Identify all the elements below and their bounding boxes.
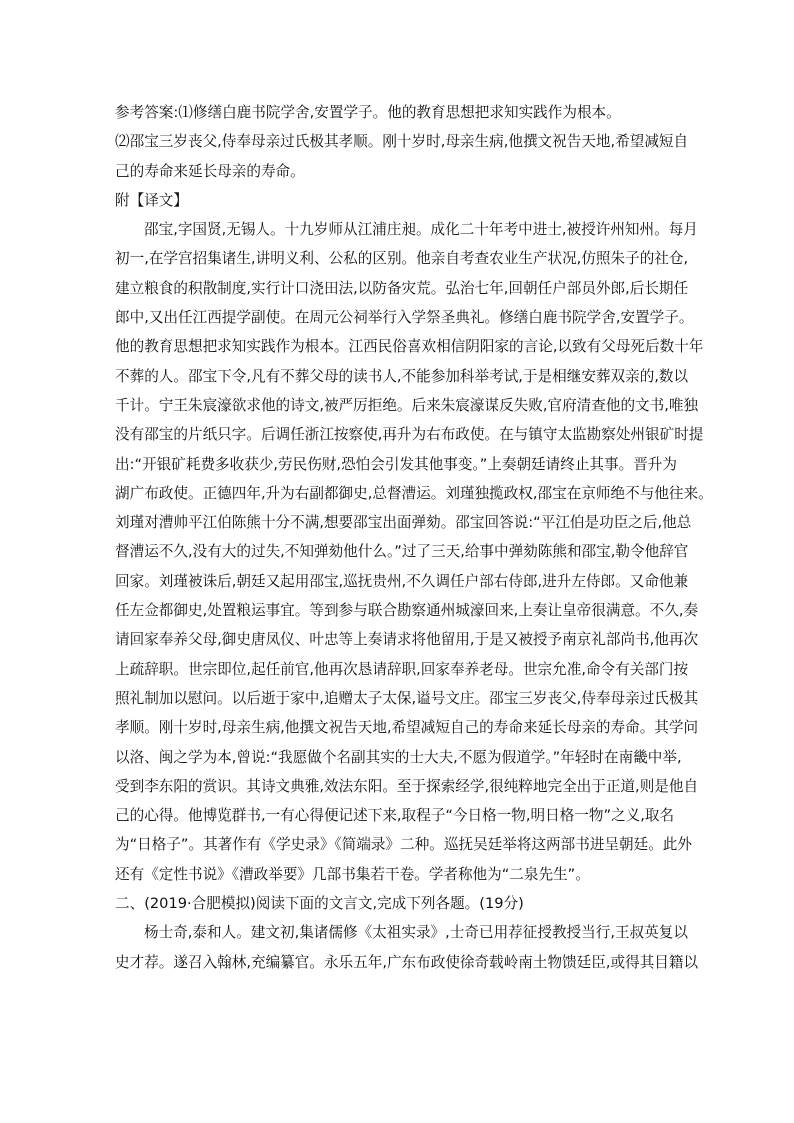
document-page (115, 98, 713, 977)
translation-line: 出:“开银矿耗费多收获少,劳民伤财,恐怕会引发其他事变。”上奏朝廷请终止其事。晋升为 (115, 455, 677, 473)
translation-line: 受到李东阳的赏识。其诗文典雅,效法东阳。至于探索经学,很纯粹地完全出于正道,则是他自 (115, 777, 699, 795)
translation-line: 以洛、闽之学为本,曾说:“我愿做个名副其实的士大夫,不愿为假道学。”年轻时在南畿中举, (115, 748, 682, 766)
answer-line-1: 参考答案:⑴修缮白鹿书院学舍,安置学子。他的教育思想把求知实践作为根本。 (115, 104, 621, 121)
translation-line: 回家。刘瑾被诛后,朝廷又起用邵宝,巡抚贵州,不久调任户部右侍郎,进升左侍郎。又命他兼 (115, 572, 689, 590)
translation-line: 请回家奉养父母,御史唐凤仪、叶忠等上奏请求将他留用,于是又被授予南京礼部尚书,他再次 (115, 631, 699, 649)
translation-line: 刘瑾对漕帅平江伯陈熊十分不满,想要邵宝出面弹劾。邵宝回答说:“平江伯是功臣之后,他总 (115, 514, 692, 532)
translation-line: 督漕运不久,没有大的过失,不知弹劾他什么。”过了三天,给事中弹劾陈熊和邵宝,勒令他辞官 (115, 543, 689, 561)
translation-line: 湖广布政使。正德四年,升为右副都御史,总督漕运。刘瑾独揽政权,邵宝在京师绝不与他往来。 (115, 484, 713, 502)
translation-line: 郎中,又出任江西提学副使。在周元公祠举行入学祭圣典礼。修缮白鹿书院学舍,安置学子。 (115, 309, 694, 327)
translation-line: 照礼制加以慰问。以后逝于家中,追赠太子太保,谥号文庄。邵宝三岁丧父,侍奉母亲过氏极其 (115, 689, 699, 707)
translation-line: 他的教育思想把求知实践作为根本。江西民俗喜欢相信阴阳家的言论,以致有父母死后数十年 (115, 338, 704, 356)
translation-line: 任左佥都御史,处置粮运事宜。等到参与联合勘察通州城濠回来,上奏让皇帝很满意。不久,奏 (115, 602, 699, 620)
translation-line: 己的心得。他博览群书,一有心得便记述下来,取程子“今日格一物,明日格一物”之义,取名 (115, 807, 675, 825)
section-two-heading: 二、(2019·合肥模拟)阅读下面的文言文,完成下列各题。(19分) (115, 895, 524, 913)
translation-line: 初一,在学宫招集诸生,讲明义利、公私的区别。他亲自考查农业生产状况,仿照朱子的社仓, (115, 250, 689, 268)
translation-heading: 附【译文】 (115, 191, 188, 209)
answer-line-2: ⑵邵宝三岁丧父,侍奉母亲过氏极其孝顺。刚十岁时,母亲生病,他撰文祝告天地,希望减短自 (115, 133, 689, 151)
translation-line: 邵宝,字国贤,无锡人。十九岁师从江浦庄昶。成化二十年考中进士,被授许州知州。每月 (144, 221, 698, 239)
translation-line: 上疏辞职。世宗即位,起任前官,他再次恳请辞职,回家奉养老母。世宗允准,命令有关部门按 (115, 660, 689, 678)
translation-line: 为“日格子”。其著作有《学史录》《简端录》二种。巡抚吴廷举将这两部书进呈朝廷。此外 (115, 836, 692, 854)
passage-line: 史才荐。遂召入翰林,充编纂官。永乐五年,广东布政使徐奇载岭南土物馈廷臣,或得其目籍以 (115, 953, 699, 971)
translation-line: 还有《定性书说》《漕政举要》几部书集若干卷。学者称他为“二泉先生”。 (115, 865, 590, 883)
translation-line: 不葬的人。邵宝下令,凡有不葬父母的读书人,不能参加科举考试,于是相继安葬双亲的,数以 (115, 367, 689, 385)
answer-line-3: 己的寿命来延长母亲的寿命。 (115, 162, 305, 180)
translation-line: 建立粮食的积散制度,实行计口浇田法,以防备灾荒。弘治七年,回朝任户部员外郎,后长期任 (115, 279, 689, 297)
translation-line: 孝顺。刚十岁时,母亲生病,他撰文祝告天地,希望减短自己的寿命来延长母亲的寿命。其学问 (115, 719, 699, 737)
passage-line: 杨士奇,泰和人。建文初,集诸儒修《太祖实录》,士奇已用荐征授教授当行,王叔英复以 (144, 924, 688, 942)
translation-line: 千计。宁王朱宸濠欲求他的诗文,被严厉拒绝。后来朱宸濠谋反失败,官府清查他的文书,唯独 (115, 396, 699, 414)
translation-line: 没有邵宝的片纸只字。后调任浙江按察使,再升为右布政使。在与镇守太监勘察处州银矿时提 (115, 426, 704, 444)
